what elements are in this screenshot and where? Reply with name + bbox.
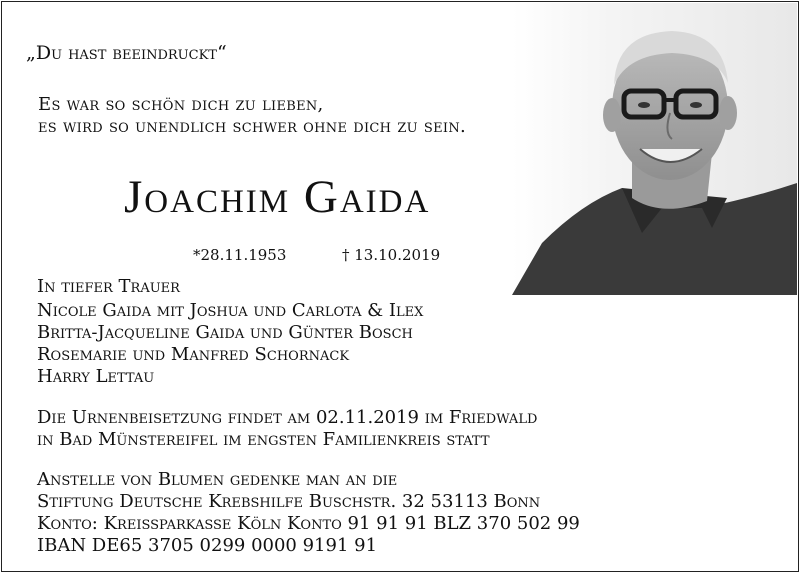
- donation-notice: [37, 469, 580, 557]
- burial-notice: [37, 407, 537, 451]
- donation-line: Konto: Kreissparkasse Köln Konto 91 91 91 BLZ 370 502 99: [37, 513, 580, 534]
- donation-line: IBAN DE65 3705 0299 0000 9191 91: [37, 535, 378, 556]
- family-list: [37, 300, 423, 388]
- donation-line: Stiftung Deutsche Krebshilfe Buschstr. 32 53113 Bonn: [37, 491, 541, 512]
- donation-line: Anstelle von Blumen gedenke man an die: [37, 469, 398, 490]
- family-member: Rosemarie und Manfred Schornack: [37, 344, 350, 365]
- quote-line: „Du hast beeindruckt“: [26, 42, 227, 64]
- obituary-card: [1, 1, 799, 572]
- verse-line: es wird so unendlich schwer ohne dich zu sein.: [38, 116, 467, 137]
- birth-date: *28.11.1953: [193, 246, 287, 264]
- family-member: Harry Lettau: [37, 366, 155, 387]
- death-date: † 13.10.2019: [342, 246, 441, 264]
- verse-line: Es war so schön dich zu lieben,: [38, 94, 324, 115]
- family-member: Britta-Jacqueline Gaida und Günter Bosch: [37, 322, 413, 343]
- verse: [38, 94, 466, 138]
- family-member: Nicole Gaida mit Joshua und Carlota & Ilex: [37, 300, 424, 321]
- mourning-label: In tiefer Trauer: [37, 276, 180, 297]
- deceased-name: Joachim Gaida: [124, 171, 431, 223]
- burial-line: in Bad Münstereifel im engsten Familienkreis statt: [37, 429, 490, 450]
- burial-line: Die Urnenbeisetzung findet am 02.11.2019 im Friedwald: [37, 407, 538, 428]
- portrait-photo: [512, 3, 797, 295]
